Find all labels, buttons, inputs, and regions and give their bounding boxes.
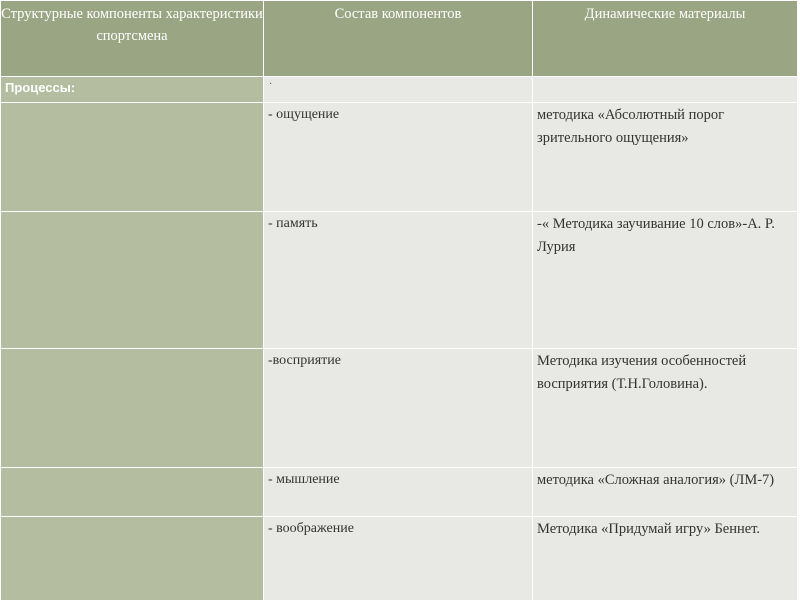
section-marker: ·: [269, 79, 273, 90]
row-structural-cell: [1, 349, 264, 468]
section-label-cell: [1, 77, 264, 103]
row-material-cell: [533, 103, 798, 212]
header-dynamic-materials: [533, 1, 798, 77]
material-text: Методика «Придумай игру» Беннет.: [537, 521, 761, 537]
table-row: [1, 468, 798, 517]
header-structural-components: [1, 1, 264, 77]
row-structural-cell: [1, 517, 264, 600]
table-row: [1, 349, 798, 468]
header-structural-components-text: Структурные компоненты характеристики спортсмена: [1, 6, 263, 44]
section-empty-cell: [533, 77, 798, 103]
row-structural-cell: [1, 468, 264, 517]
row-component-cell: [264, 517, 533, 600]
row-material-cell: [533, 212, 798, 349]
header-components-composition-text: Состав компонентов: [334, 6, 462, 22]
table-row: [1, 103, 798, 212]
table-row: [1, 212, 798, 349]
material-text: Методика изучения особенностей восприятия (Т.Н.Головина).: [537, 353, 747, 392]
component-name: -восприятие: [268, 353, 341, 368]
row-structural-cell: [1, 103, 264, 212]
row-component-cell: [264, 349, 533, 468]
material-text: методика «Сложная аналогия» (ЛМ-7): [537, 472, 775, 488]
row-component-cell: [264, 103, 533, 212]
row-component-cell: [264, 468, 533, 517]
row-material-cell: [533, 349, 798, 468]
component-name: - воображение: [268, 521, 354, 536]
table-header-row: [1, 1, 798, 77]
section-label: Процессы:: [5, 80, 76, 95]
component-name: - мышление: [268, 472, 340, 487]
component-name: - память: [268, 216, 318, 231]
section-row-processes: [1, 77, 798, 103]
row-component-cell: [264, 212, 533, 349]
row-material-cell: [533, 468, 798, 517]
row-material-cell: [533, 517, 798, 600]
header-components-composition: [264, 1, 533, 77]
component-name: - ощущение: [268, 107, 340, 122]
section-marker-cell: [264, 77, 533, 103]
table-row: [1, 517, 798, 600]
material-text: методика «Абсолютный порог зрительного ощущения»: [537, 107, 725, 146]
material-text: -« Методика заучивание 10 слов»-А. Р. Лурия: [537, 216, 775, 255]
row-structural-cell: [1, 212, 264, 349]
header-dynamic-materials-text: Динамические материалы: [584, 6, 746, 22]
